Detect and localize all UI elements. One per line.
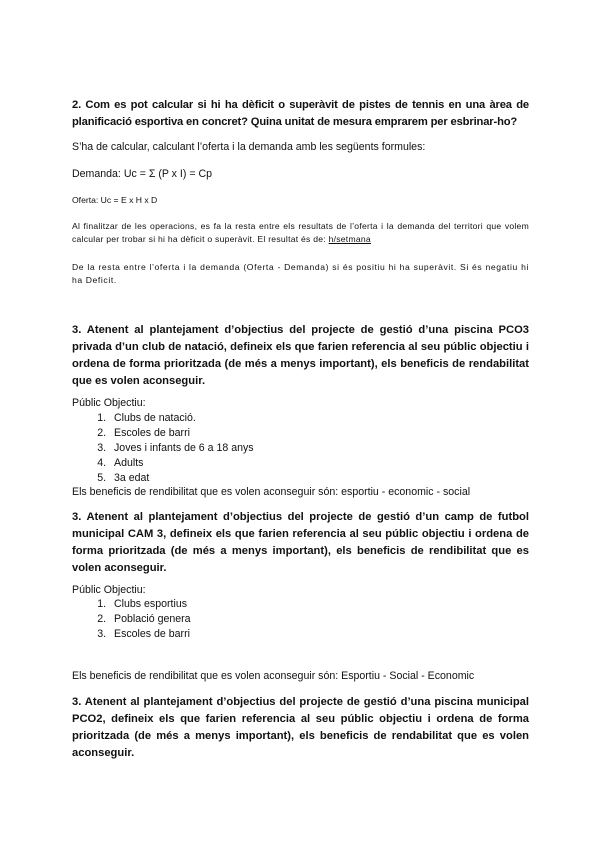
list-item: 1. Clubs de natació. <box>109 411 254 426</box>
q3a-public-list <box>72 411 254 486</box>
unit-label: h/setmana <box>328 234 371 244</box>
q3c-heading: 3. Atenent al plantejament d’objectius del projecte de gestió d’una piscina municipal PCO2, defineix els que farien referencia al seu públic objectiu i ordena de forma prioritzada (de més a menys important), els beneficis de rendabilitat que es volen aconseguir. <box>72 696 529 759</box>
list-item: 2. Escoles de barri <box>109 426 254 441</box>
q3b-public-list <box>72 597 191 642</box>
q3b-public-label: Públic Objectiu: <box>72 584 146 596</box>
q3b-benefits: Els beneficis de rendibilitat que es volen aconseguir són: Esportiu - Social - Economic <box>72 670 475 682</box>
q2-paragraph-1 <box>72 220 529 246</box>
q2-paragraph-2: De la resta entre l’oferta i la demanda (Oferta - Demanda) si és positiu hi ha superàvit. Si és negatiu hi ha Deficit. <box>72 262 529 285</box>
q3b-heading: 3. Atenent al plantejament d’objectius del projecte de gestió d’un camp de futbol municipal CAM 3, defineix els que farien referencia al seu públic objectiu i ordena de forma prioritzada (de més a menys important), els beneficis de rendibilitat que es volen aconseguir. <box>72 511 529 574</box>
list-item: 3. Joves i infants de 6 a 18 anys <box>109 441 254 456</box>
list-item: 4. Adults <box>109 456 254 471</box>
q3a-benefits: Els beneficis de rendibilitat que es volen aconseguir són: esportiu - economic - social <box>72 486 471 498</box>
list-item: 5. 3a edat <box>109 471 254 486</box>
list-item: 3. Escoles de barri <box>109 627 191 642</box>
demand-formula: Demanda: Uc = Σ (P x I) = Cp <box>72 168 213 180</box>
offer-formula: Oferta: Uc = E x H x D <box>72 195 158 205</box>
list-item: 2. Població genera <box>109 612 191 627</box>
q3a-public-label: Públic Objectiu: <box>72 397 146 409</box>
list-item: 1. Clubs esportius <box>109 597 191 612</box>
q2-intro: S’ha de calcular, calculant l’oferta i la demanda amb les següents formules: <box>72 141 426 153</box>
q3a-heading: 3. Atenent al plantejament d’objectius del projecte de gestió d’una piscina PCO3 privada d’un club de natació, defineix els que farien referencia al seu públic objectiu i ordena de forma prioritzada (de més a menys important), els beneficis de rendabilitat que es volen aconseguir. <box>72 324 529 387</box>
q2-heading: 2. Com es pot calcular si hi ha dèficit o superàvit de pistes de tennis en una àrea de planificació esportiva en concret? Quina unitat de mesura emprarem per esbrinar-ho? <box>72 99 529 128</box>
q2-paragraph-1-text: Al finalitzar de les operacions, es fa la resta entre els resultats de l’oferta i la demanda del territori que volem calcular per trobar si hi ha dèficit o superàvit. El resultat és de: <box>72 221 529 244</box>
